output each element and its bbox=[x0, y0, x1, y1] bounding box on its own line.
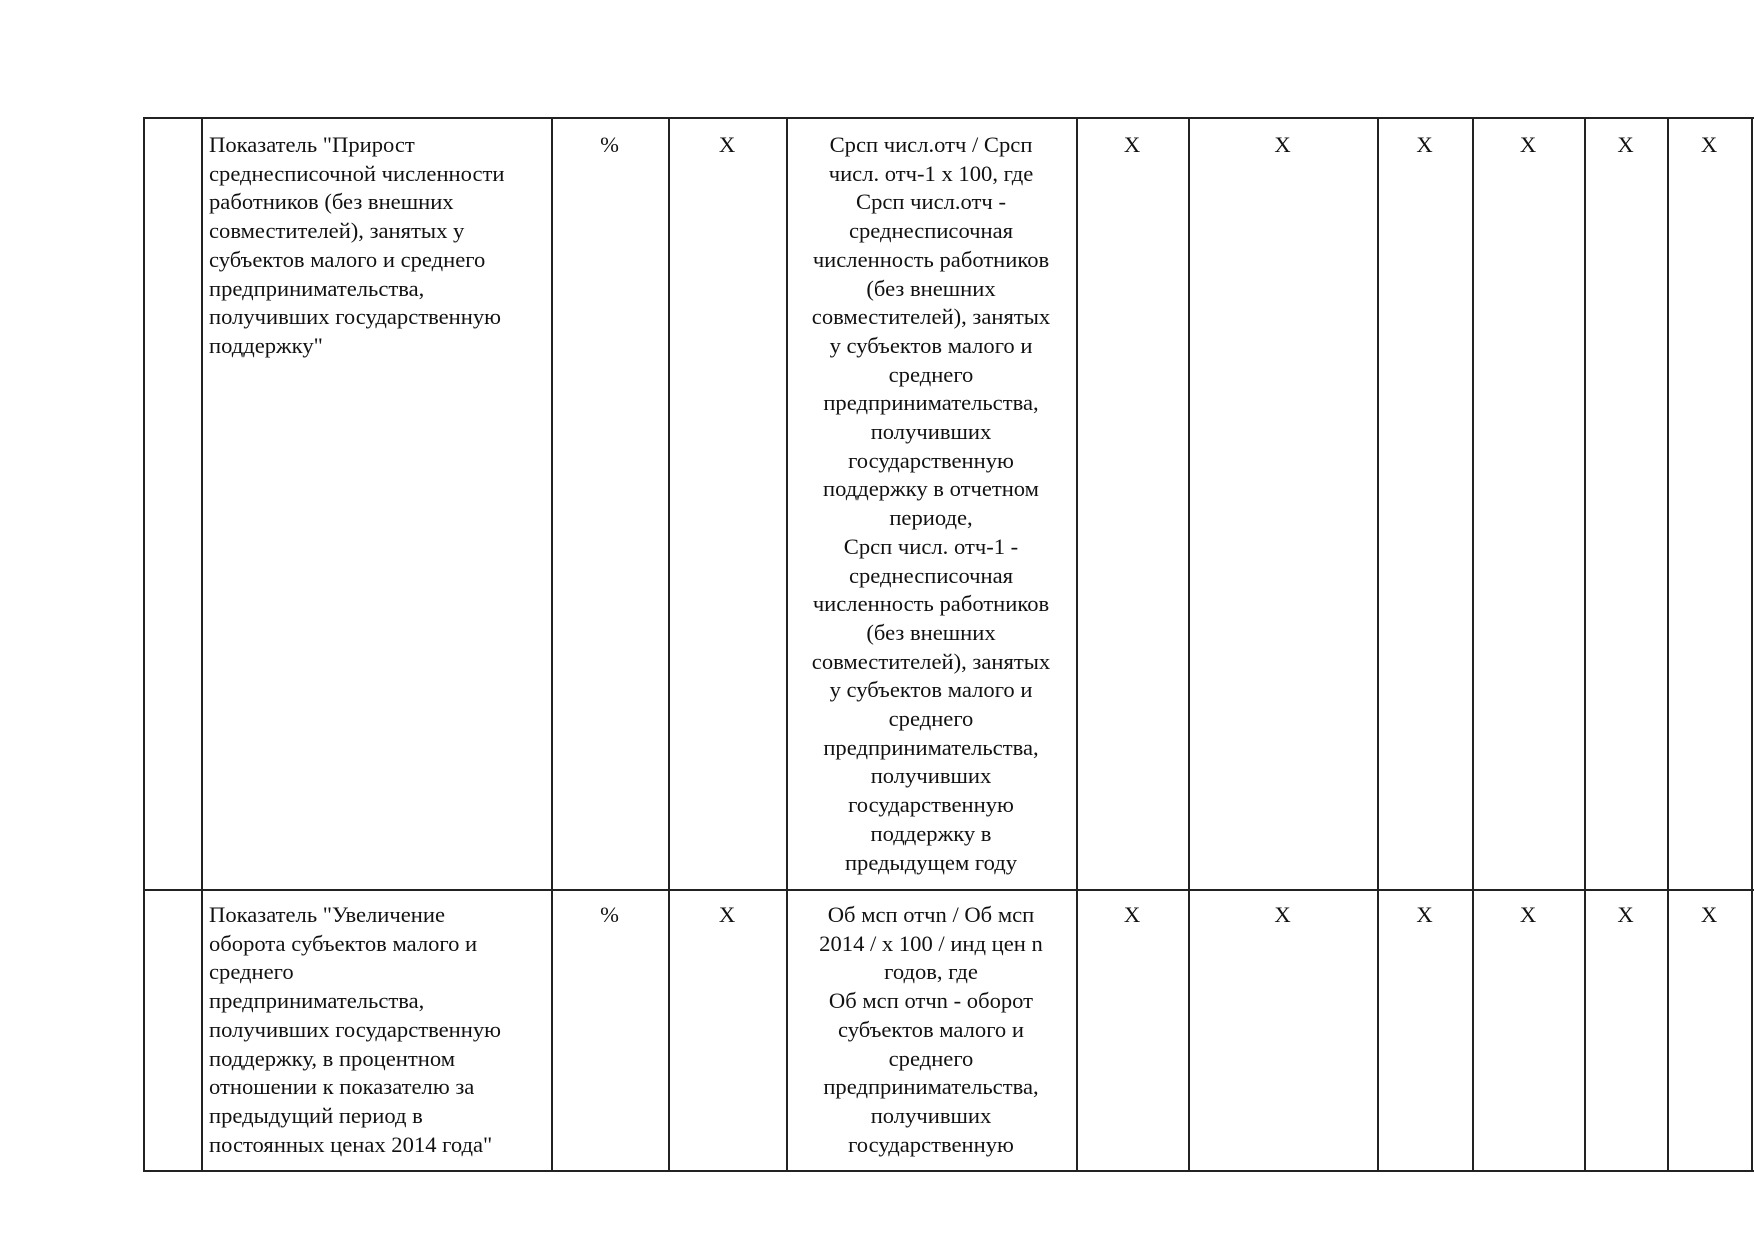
x-cell: X bbox=[1123, 902, 1141, 927]
x-cell: X bbox=[718, 132, 736, 157]
column-line bbox=[551, 117, 553, 1171]
table-border-top bbox=[143, 117, 1754, 119]
row-divider bbox=[143, 889, 1754, 891]
column-line bbox=[1751, 117, 1753, 1171]
column-line bbox=[668, 117, 670, 1171]
column-line bbox=[1076, 117, 1078, 1171]
x-cell: X bbox=[718, 902, 736, 927]
x-cell: X bbox=[1700, 132, 1718, 157]
x-cell: X bbox=[1617, 132, 1634, 157]
column-line bbox=[1667, 117, 1669, 1171]
x-cell: X bbox=[1123, 132, 1141, 157]
column-line bbox=[1188, 117, 1190, 1171]
formula-cell: Об мсп отчn / Об мсп 2014 / x 100 / инд цен n годов, где Об мсп отчn - оборот субъектов малого и среднего предпринимательства, получивших государственную bbox=[819, 902, 1043, 1157]
x-cell: X bbox=[1519, 902, 1537, 927]
x-cell: X bbox=[1416, 132, 1433, 157]
table-border-bottom bbox=[143, 1170, 1754, 1172]
formula-cell: Срсп числ.отч / Срсп числ. отч-1 x 100, где Срсп числ.отч - среднесписочная численность работников (без внешних совместителей), занятых у субъектов малого и среднего предпринимательства, получивших государственную поддержку в отчетном периоде, Срсп числ. отч-1 - среднесписочная численность работников (без внешних совместителей), занятых у субъектов малого и среднего предпринимательства, получивших государственную поддержку в предыдущем году bbox=[811, 132, 1051, 875]
x-cell: X bbox=[1700, 902, 1718, 927]
x-cell: X bbox=[1274, 132, 1291, 157]
unit-cell: % bbox=[600, 132, 619, 157]
x-cell: X bbox=[1617, 902, 1634, 927]
unit-cell: % bbox=[600, 902, 619, 927]
indicator-name: Показатель "Увеличение оборота субъектов малого и среднего предпринимательства, получивших государственную поддержку, в процентном отношении к показателю за предыдущий период в постоянных ценах 2014 года" bbox=[209, 902, 502, 1157]
x-cell: X bbox=[1274, 902, 1291, 927]
column-line bbox=[1472, 117, 1474, 1171]
x-cell: X bbox=[1416, 902, 1433, 927]
column-line bbox=[1584, 117, 1586, 1171]
column-line bbox=[143, 117, 145, 1171]
indicator-name: Показатель "Прирост среднесписочной численности работников (без внешних совместителей), занятых у субъектов малого и среднего предпринимательства, получивших государственную поддержку" bbox=[209, 132, 505, 358]
x-cell: X bbox=[1519, 132, 1537, 157]
column-line bbox=[1377, 117, 1379, 1171]
